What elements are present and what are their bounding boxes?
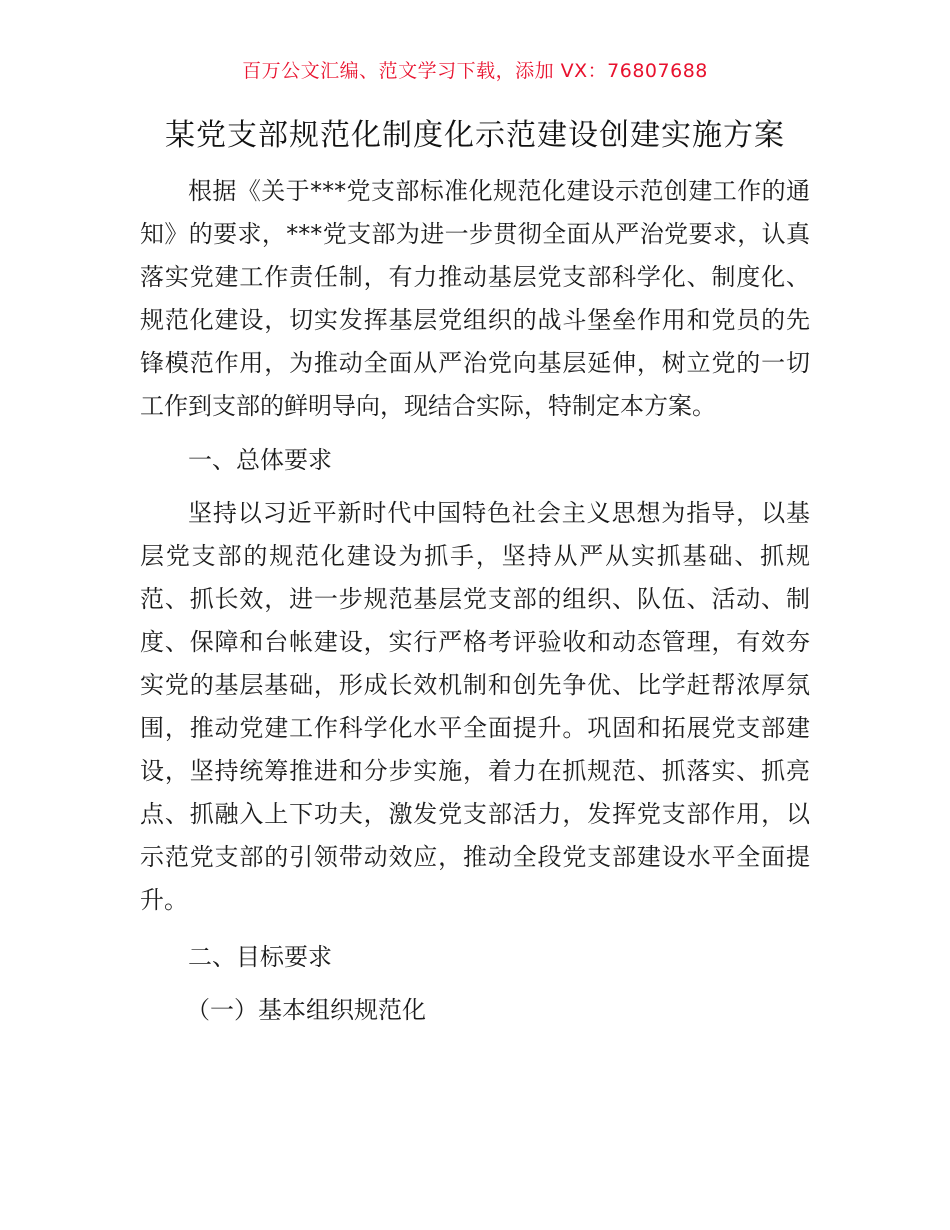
section-paragraph-overall-requirements: 坚持以习近平新时代中国特色社会主义思想为指导，以基层党支部的规范化建设为抓手，坚持从严从实抓基础、抓规范、抓长效，进一步规范基层党支部的组织、队伍、活动、制度、保障和台帐建设，实行严格考评验收和动态管理，有效夯实党的基层基础，形成长效机制和创先争优、比学赶帮浓厚氛围，推动党建工作科学化水平全面提升。巩固和拓展党支部建设，坚持统筹推进和分步实施，着力在抓规范、抓落实、抓亮点、抓融入上下功夫，激发党支部活力，发挥党支部作用，以示范党支部的引领带动效应，推动全段党支部建设水平全面提升。 — [140, 499, 810, 914]
subsection-heading-basic-organization: （一）基本组织规范化 — [186, 996, 426, 1024]
intro-paragraph: 根据《关于***党支部标准化规范化建设示范创建工作的通知》的要求，***党支部为进一步贯彻全面从严治党要求，认真落实党建工作责任制，有力推动基层党支部科学化、制度化、规范化建设，切实发挥基层党组织的战斗堡垒作用和党员的先锋模范作用，为推动全面从严治党向基层延伸，树立党的一切工作到支部的鲜明导向，现结合实际，特制定本方案。 — [140, 177, 810, 420]
document-title: 某党支部规范化制度化示范建设创建实施方案 — [165, 118, 785, 153]
section-heading-target-requirements: 二、目标要求 — [188, 943, 332, 971]
section-heading-overall-requirements: 一、总体要求 — [188, 446, 332, 474]
watermark-header: 百万公文汇编、范文学习下载，添加 VX：76807688 — [242, 60, 708, 82]
